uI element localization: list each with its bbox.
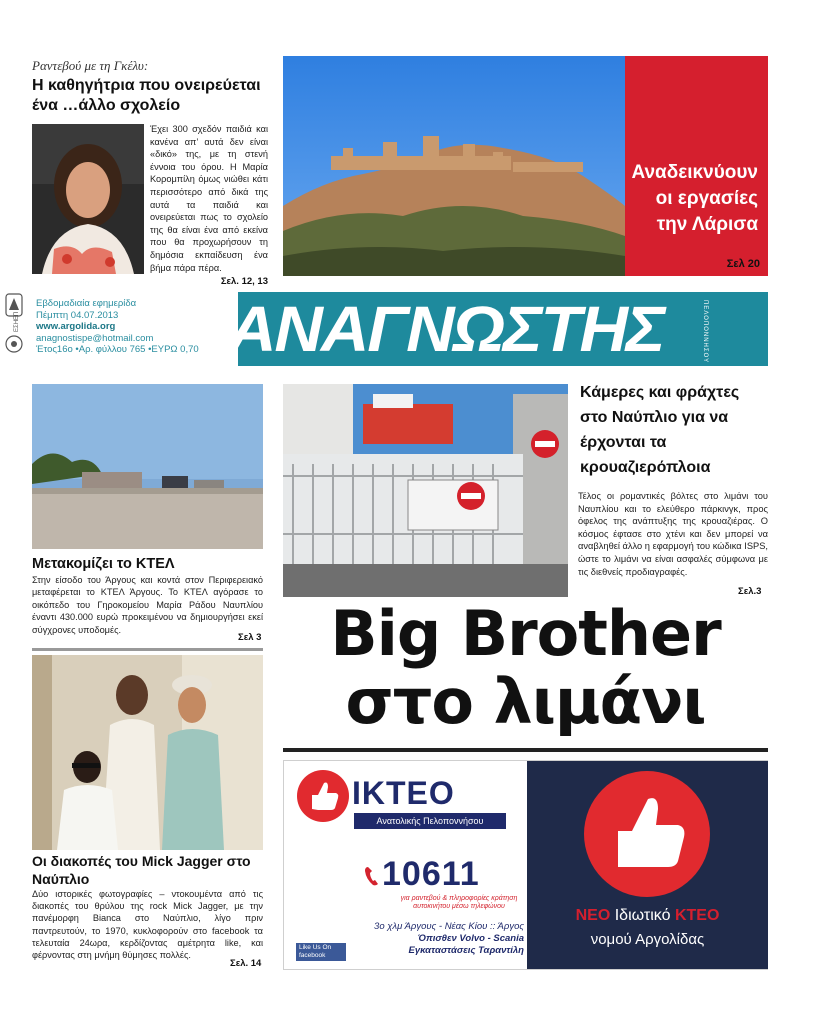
jagger-story-text: Δύο ιστορικές φωτογραφίες – ντοκουμέντα από τις διακοπές του θρύλου της rock Mick Jagger, με την πανέμορφη Bianca στο Ναύπλιο, λίγο πριν παντρευτούν, το 1970, κυκλοφορούν στο facebook τα τελευταία 24ωρα, κερδίζοντας αμέτρητα like, και φέρνοντας στη μνήμη θύμησες πολλές. xyxy=(32,889,263,961)
masthead-region: ΠΕΛΟΠΟΝΝΗΣΟΥ xyxy=(702,300,708,364)
press-union-logo-text: ΕΣΗΕΠ xyxy=(14,311,20,332)
ad-address-line-2: Όπισθεν Volvo - Scania xyxy=(417,933,524,944)
larisa-promo-title: Αναδεικνύουν οι εργασίες την Λάρισα xyxy=(631,162,758,235)
facebook-badge[interactable]: Like Us On facebook xyxy=(296,943,346,961)
ktel-page-ref: Σελ 3 xyxy=(238,632,262,643)
issue-date: Πέμπτη 04.07.2013 xyxy=(36,309,119,321)
teacher-story-title[interactable]: Η καθηγήτρια που ονειρεύεται ένα …άλλο σχολείο xyxy=(32,77,261,114)
port-story-text: Τέλος οι ρομαντικές βόλτες στο λιμάνι του Ναυπλίου και το ελεύθερο πάρκινγκ, προς όφελος της ανάπτυξης της κρουαζιέρας. Ο κόσμος έφτασε στο χτένι και δεν μπορεί να αναβληθεί άλλο η εφαρμογή του κώδικα ISPS, ώστε το λιμάνι να είναι ασφαλές σύμφωνα με τις διεθνείς προδιαγραφές. xyxy=(578,491,769,577)
ad-left-panel xyxy=(284,761,527,969)
thumbs-up-icon xyxy=(296,769,350,823)
ikteo-brand: ΙΚΤΕΟ xyxy=(352,775,455,811)
ad-right-panel xyxy=(527,761,768,969)
section-divider xyxy=(32,648,263,651)
port-page-ref: Σελ.3 xyxy=(738,586,762,597)
website-link[interactable]: www.argolida.org xyxy=(36,321,116,332)
teacher-page-ref: Σελ. 12, 13 xyxy=(220,276,268,288)
headline-rule xyxy=(283,748,768,752)
paper-type: Εβδομαδιαία εφημερίδα xyxy=(36,298,137,309)
larisa-promo-box[interactable] xyxy=(625,56,768,276)
newspaper-title[interactable]: ΑΝΑΓΝΩΣΤΗΣ xyxy=(228,293,664,365)
phone-icon xyxy=(364,865,380,887)
masthead-info xyxy=(36,298,199,356)
jagger-story-title[interactable]: Οι διακοπές του Mick Jagger στο Ναύπλιο xyxy=(32,853,251,887)
big-thumbs-up-icon xyxy=(582,769,712,899)
ad-address xyxy=(354,921,524,957)
column-kicker: Ραντεβού με τη Γκέλυ: xyxy=(32,58,149,73)
port-story-title[interactable]: Κάμερες και φράχτες στο Ναύπλιο για να έρχονται τα κρουαζιερόπλοια xyxy=(580,384,740,476)
press-union-logo xyxy=(4,292,24,366)
larisa-page-ref: Σελ 20 xyxy=(726,258,760,270)
ad-phone-note: για ραντεβού & πληροφορίες κράτηση αυτοκινήτου μέσω τηλεφώνου xyxy=(400,895,518,910)
ad-address-line-3: Εγκαταστάσεις Ταραντίλη xyxy=(408,945,524,956)
ad-address-line-1: 3ο χλμ Άργους - Νέας Κίου :: Άργος xyxy=(374,921,524,932)
ktel-site-photo xyxy=(32,384,263,549)
teacher-story-text: Έχει 300 σχεδόν παιδιά και κανένα απ’ αυτά δεν είναι «δικό» της, με τη στενή έννοια του όρου. Η Μαρία Κορομπίλη όμως νιώθει κάτι περισσότερο από δικά της αυτά τα παιδιά και ονειρεύεται πως το σχολείο της θα είναι ένα από εκείνα που θα προχωρήσουν τη δημόσια εκπαίδευση ένα βήμα πάρα πέρα. Σελ. 12, 13 xyxy=(150,124,268,288)
teacher-portrait-photo xyxy=(32,124,144,274)
port-gate-photo xyxy=(283,384,568,597)
ikteo-advertisement[interactable] xyxy=(283,760,768,970)
email-link[interactable]: anagnostispe@hotmail.com xyxy=(36,332,154,344)
jagger-vintage-photo xyxy=(32,655,263,850)
issue-info: Έτος16ο •Αρ. φύλλου 765 •ΕΥΡΩ 0,70 xyxy=(36,344,199,355)
headline-line-2: στο λιμάνι xyxy=(345,665,706,738)
ad-phone-number[interactable]: 10611 xyxy=(382,855,480,893)
jagger-page-ref: Σελ. 14 xyxy=(230,958,262,969)
ad-right-headline: ΝΕΟ Ιδιωτικό ΚΤΕΟ xyxy=(575,907,720,924)
ikteo-subtitle: Ανατολικής Πελοποννήσου xyxy=(354,813,506,829)
ktel-story-text: Στην είσοδο του Άργους και κοντά στον Περιφερειακό μεταφέρεται το ΚΤΕΛ Άργους. Το ΚΤΕΛ αγόρασε το οικόπεδο του Γηροκομείου Μαρία Ράδου Ναυπλίου έναντι 430.000 ευρώ προκειμένου να δημιουργήσει εκεί σύγχρονες υποδομές. xyxy=(32,575,263,635)
ktel-story-title[interactable]: Μετακομίζει το ΚΤΕΛ xyxy=(32,556,175,572)
main-headline[interactable] xyxy=(283,597,768,738)
headline-line-1: Big Brother xyxy=(330,597,721,670)
larisa-castle-photo xyxy=(283,56,625,276)
ad-right-subline: νομού Αργολίδας xyxy=(590,931,705,948)
